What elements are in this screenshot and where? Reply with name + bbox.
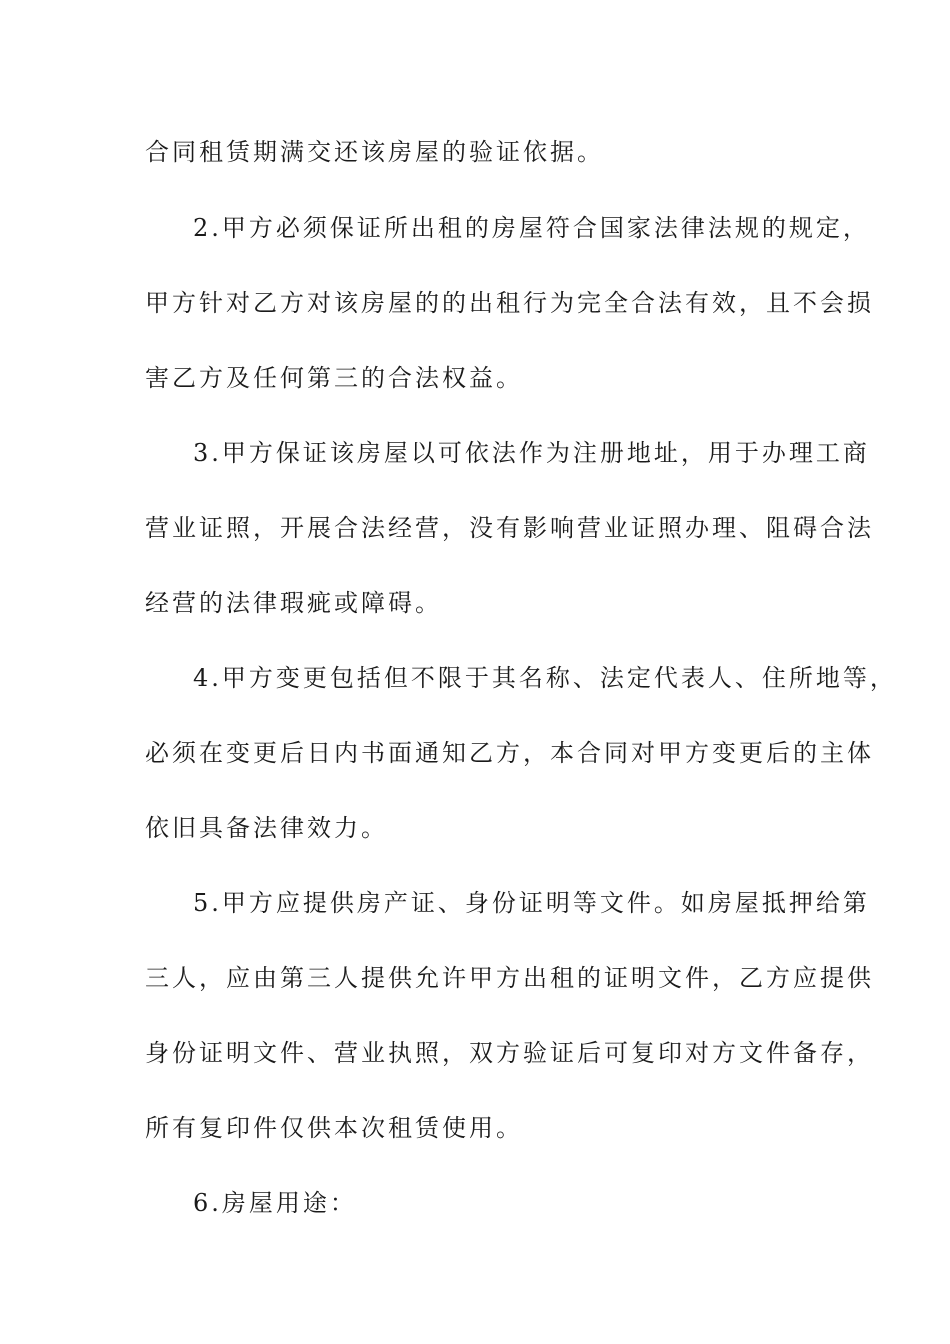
clause-6-line-1: 6.房屋用途： bbox=[193, 1189, 357, 1217]
clause-5-line-3: 身份证明文件、营业执照，双方验证后可复印对方文件备存， bbox=[145, 1039, 874, 1067]
clause-4-line-3: 依旧具备法律效力。 bbox=[145, 814, 388, 842]
clause-2-line-3: 害乙方及任何第三的合法权益。 bbox=[145, 364, 523, 392]
clause-3-line-2: 营业证照，开展合法经营，没有影响营业证照办理、阻碍合法 bbox=[145, 514, 874, 542]
clause-3-line-1: 3.甲方保证该房屋以可依法作为注册地址，用于办理工商 bbox=[193, 439, 870, 467]
clause-4-line-1: 4.甲方变更包括但不限于其名称、法定代表人、住所地等， bbox=[193, 664, 897, 692]
clause-3-line-3: 经营的法律瑕疵或障碍。 bbox=[145, 589, 442, 617]
clause-2-line-1: 2.甲方必须保证所出租的房屋符合国家法律法规的规定， bbox=[193, 214, 870, 242]
text-line-1: 合同租赁期满交还该房屋的验证依据。 bbox=[145, 138, 604, 166]
clause-5-line-2: 三人，应由第三人提供允许甲方出租的证明文件，乙方应提供 bbox=[145, 964, 874, 992]
clause-5-line-1: 5.甲方应提供房产证、身份证明等文件。如房屋抵押给第 bbox=[193, 889, 870, 917]
clause-2-line-2: 甲方针对乙方对该房屋的的出租行为完全合法有效，且不会损 bbox=[145, 289, 874, 317]
clause-4-line-2: 必须在变更后日内书面通知乙方，本合同对甲方变更后的主体 bbox=[145, 739, 874, 767]
clause-5-line-4: 所有复印件仅供本次租赁使用。 bbox=[145, 1114, 523, 1142]
